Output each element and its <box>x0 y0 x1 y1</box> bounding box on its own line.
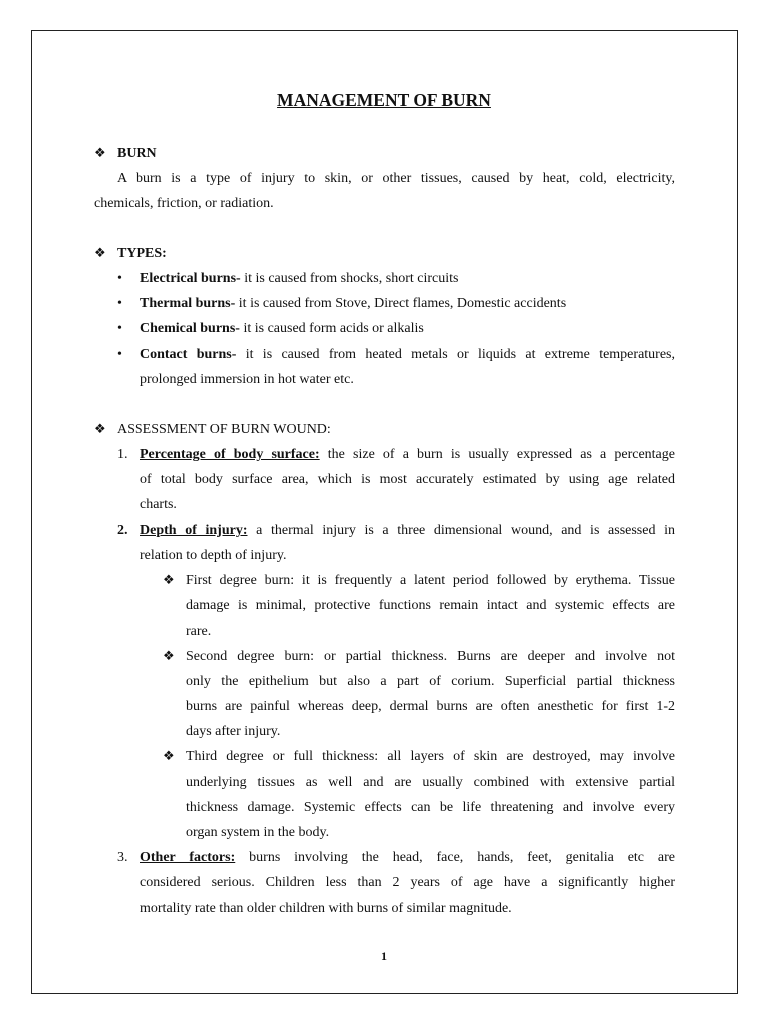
second-degree-line-2: only the epithelium but also a part of corium. Superficial partial thickness <box>186 674 675 689</box>
types-heading: TYPES: <box>117 246 167 261</box>
assessment-item-3-line-3: mortality rate than older children with burns of similar magnitude. <box>140 901 512 916</box>
first-degree-line-3: rare. <box>186 624 212 639</box>
second-degree-line-4: days after injury. <box>186 724 281 739</box>
bullet-icon: • <box>117 296 122 311</box>
diamond-bullet-icon: ❖ <box>94 146 106 161</box>
burn-definition-line-1: A burn is a type of injury to skin, or other tissues, caused by heat, cold, electricity, <box>117 171 675 186</box>
second-degree-line-1: Second degree burn: or partial thickness. Burns are deeper and involve not <box>186 649 675 664</box>
burn-heading: BURN <box>117 146 157 161</box>
assessment-heading: ASSESSMENT OF BURN WOUND: <box>117 422 331 437</box>
diamond-bullet-icon: ❖ <box>163 573 175 588</box>
type-item-contact: Contact burns- it is caused from heated metals or liquids at extreme temperatures, <box>140 347 675 362</box>
type-item-electrical: Electrical burns- it is caused from shocks, short circuits <box>140 271 459 286</box>
first-degree-line-2: damage is minimal, protective functions remain intact and systemic effects are <box>186 598 675 613</box>
assessment-item-3-line-2: considered serious. Children less than 2 years of age have a significantly higher <box>140 875 675 890</box>
diamond-bullet-icon: ❖ <box>163 749 175 764</box>
third-degree-line-2: underlying tissues as well and are usually combined with extensive partial <box>186 775 675 790</box>
assessment-item-1-line-3: charts. <box>140 497 177 512</box>
page-number: 1 <box>381 949 387 963</box>
diamond-bullet-icon: ❖ <box>163 649 175 664</box>
assessment-item-2-line-2: relation to depth of injury. <box>140 548 287 563</box>
assessment-item-3-line-1: Other factors: burns involving the head, face, hands, feet, genitalia etc are <box>140 850 675 865</box>
diamond-bullet-icon: ❖ <box>94 422 106 437</box>
assessment-item-2-line-1: Depth of injury: a thermal injury is a three dimensional wound, and is assessed in <box>140 523 675 538</box>
bullet-icon: • <box>117 347 122 362</box>
assessment-item-1-line-2: of total body surface area, which is most accurately estimated by using age related <box>140 472 675 487</box>
assessment-item-1-line-1: Percentage of body surface: the size of a burn is usually expressed as a percentage <box>140 447 675 462</box>
third-degree-line-3: thickness damage. Systemic effects can be life threatening and involve every <box>186 800 675 815</box>
diamond-bullet-icon: ❖ <box>94 246 106 261</box>
list-number: 3. <box>117 850 128 865</box>
bullet-icon: • <box>117 321 122 336</box>
third-degree-line-1: Third degree or full thickness: all layers of skin are destroyed, may involve <box>186 749 675 764</box>
list-number: 1. <box>117 447 128 462</box>
bullet-icon: • <box>117 271 122 286</box>
type-item-chemical: Chemical burns- it is caused form acids or alkalis <box>140 321 424 336</box>
type-item-thermal: Thermal burns- it is caused from Stove, Direct flames, Domestic accidents <box>140 296 567 311</box>
document-title: MANAGEMENT OF BURN <box>277 90 491 110</box>
second-degree-line-3: burns are painful whereas deep, dermal burns are often anesthetic for first 1-2 <box>186 699 675 714</box>
type-item-contact-cont: prolonged immersion in hot water etc. <box>140 372 354 387</box>
third-degree-line-4: organ system in the body. <box>186 825 330 840</box>
burn-definition-line-2: chemicals, friction, or radiation. <box>94 196 274 211</box>
first-degree-line-1: First degree burn: it is frequently a latent period followed by erythema. Tissue <box>186 573 675 588</box>
list-number: 2. <box>117 523 128 538</box>
